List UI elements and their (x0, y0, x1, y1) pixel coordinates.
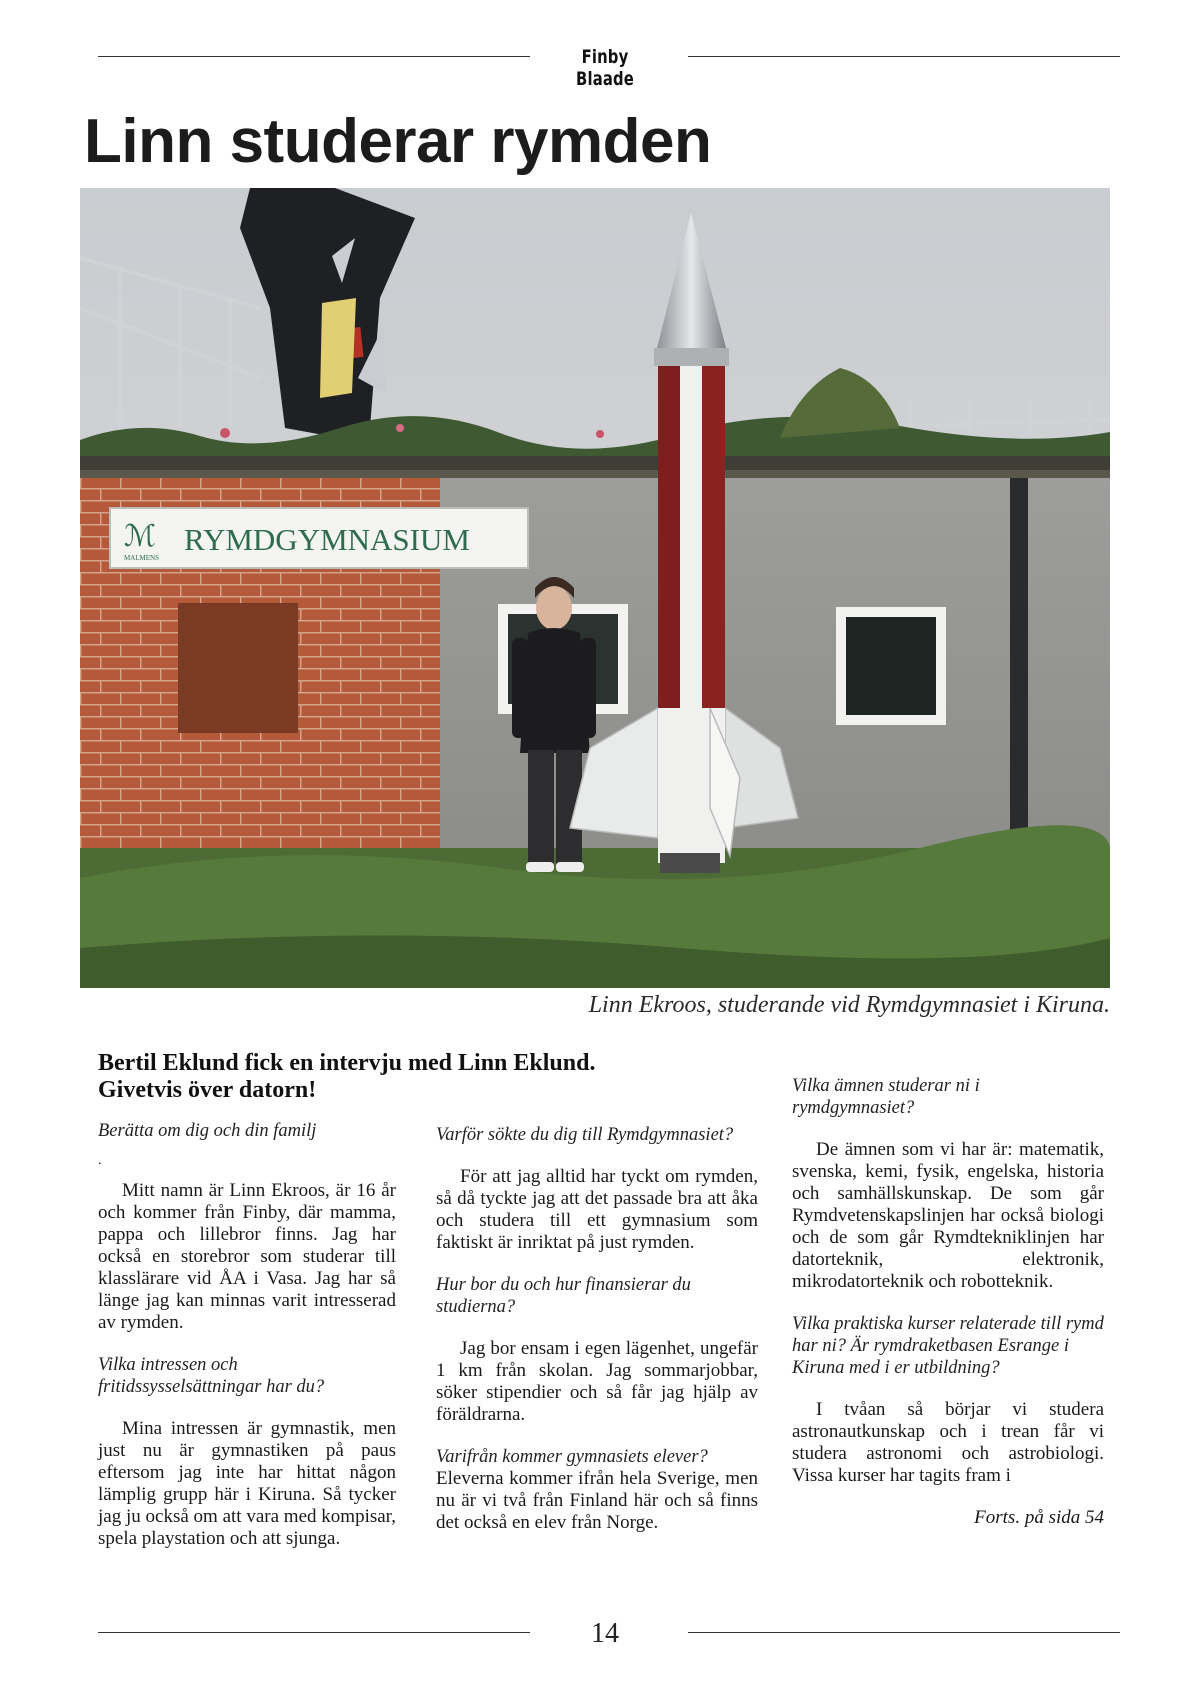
article-column-3 (792, 1075, 1104, 1548)
interview-question: Vilka praktiska kurser relaterade till rymd har ni? Är rymdraketbasen Esrange i Kiruna med i er utbildning? (792, 1314, 1104, 1378)
photo-caption: Linn Ekroos, studerande vid Rymdgymnasiet i Kiruna. (588, 992, 1110, 1018)
stray-period: . (98, 1153, 102, 1168)
interview-answer: Jag bor ensam i egen lägenhet, ungefär 1 km från skolan. Jag sommarjobbar, söker stipendier och så får jag hjälp av föräldrarna. (436, 1338, 758, 1425)
article-photo (80, 188, 1110, 988)
footer-rule-left (98, 1632, 530, 1633)
continued-note: Forts. på sida 54 (974, 1507, 1104, 1528)
article-headline: Linn studerar rymden (84, 107, 712, 176)
interview-answer: Mina intressen är gymnastik, men just nu är gymnastiken på paus eftersom jag inte har hittat någon lämplig grupp här i Kiruna. Så tycker jag ju också om att vara med kompisar, spela playstation och att sjunga. (98, 1418, 396, 1549)
page-number: 14 (591, 1618, 619, 1649)
interview-question: Hur bor du och hur finansierar du studierna? (436, 1275, 691, 1317)
interview-question: Berätta om dig och din familj (98, 1121, 317, 1141)
interview-answer: Mitt namn är Linn Ekroos, är 16 år och kommer från Finby, där mamma, pappa och lillebror finns. Jag har också en storebror som studerar till klasslärare vid ÅA i Vasa. Jag har så länge jag kan minnas varit intresserad av rymden. (98, 1180, 396, 1333)
footer-rule-right (688, 1632, 1120, 1633)
interview-question: Varför sökte du dig till Rymdgymnasiet? (436, 1125, 734, 1145)
window-left (178, 603, 298, 733)
article-intro: Bertil Eklund fick en intervju med Linn Eklund. Givetvis över datorn! (98, 1050, 596, 1103)
interview-answer: För att jag alltid har tyckt om rymden, så då tyckte jag att det passade bra att åka och studera till ett gymnasium som faktiskt är inriktat på just rymden. (436, 1166, 758, 1253)
school-sign (110, 508, 528, 568)
header-rule-right (688, 56, 1120, 57)
interview-question: Vilka ämnen studerar ni i rymdgymnasiet? (792, 1076, 980, 1118)
sign-subtext: MALMENS (124, 554, 160, 562)
interview-question: Vilka intressen och fritidssysselsättningar har du? (98, 1355, 325, 1397)
drainpipe (1010, 478, 1028, 858)
interview-answer: I tvåan så börjar vi studera astronautkunskap och i trean får vi studera astronomi och astrobiologi. Vissa kurser har tagits fram i (792, 1399, 1104, 1486)
sign-logo-icon: ℳ (124, 520, 157, 553)
article-column-2 (436, 1124, 758, 1554)
article-column-1 (98, 1120, 396, 1570)
interview-question: Varifrån kommer gymnasiets elever? (436, 1447, 708, 1467)
interview-answer: De ämnen som vi har är: matematik, svenska, kemi, fysik, engelska, historia och samhällskunskap. De som går Rymdvetenskapslinjen har också biologi och de som går Rymdtekniklinjen har datorteknik, elektronik, mikrodatorteknik och robotteknik. (792, 1139, 1104, 1292)
header-rule-left (98, 56, 530, 57)
sign-text: RYMDGYMNASIUM (184, 522, 470, 557)
interview-answer: Eleverna kommer ifrån hela Sverige, men nu är vi två från Finland här och så finns det också en elev från Norge. (436, 1468, 758, 1533)
publication-name: Finby Blaade (576, 46, 634, 90)
